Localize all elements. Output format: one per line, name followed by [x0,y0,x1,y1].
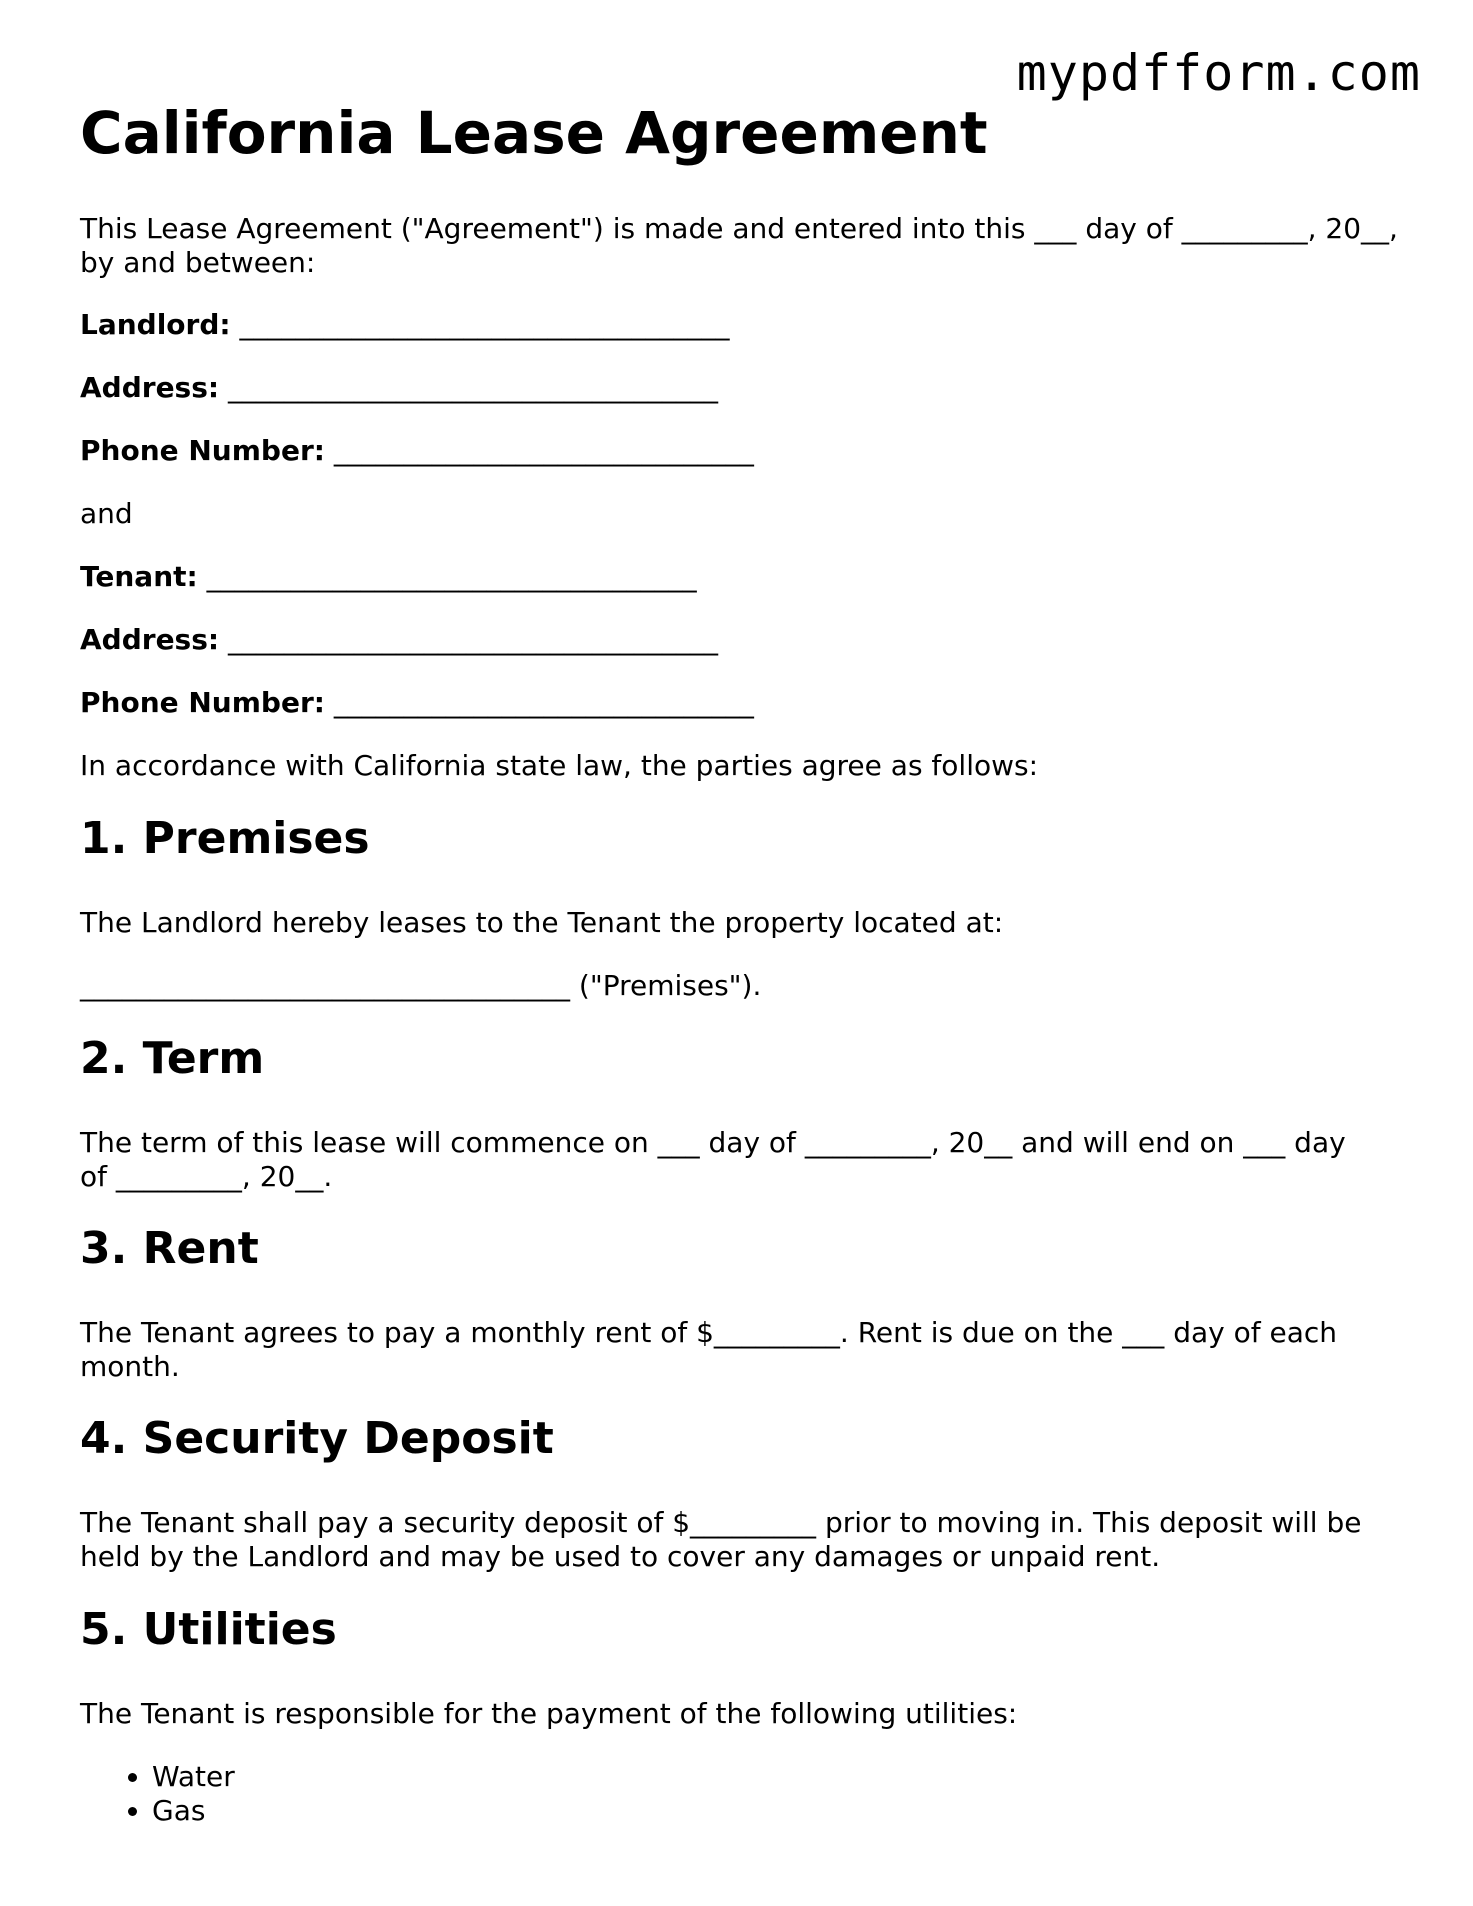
section-heading-term: 2. Term [80,1033,265,1084]
intro-paragraph: This Lease Agreement ("Agreement") is made and entered into this ___ day of _________, 20__, by and between: [80,212,1398,279]
and-text: and [80,497,133,530]
utilities-list [80,1760,235,1828]
tenant-address-label: Address: [80,623,220,656]
tenant-name-line [80,560,697,594]
utilities-list-item: • Water [152,1760,235,1794]
accordance-text: In accordance with California state law, the parties agree as follows: [80,749,1039,782]
landlord-name-label: Landlord: [80,308,231,341]
section-heading-security-deposit: 4. Security Deposit [80,1413,554,1464]
section-heading-premises: 1. Premises [80,813,370,864]
landlord-address-label: Address: [80,371,220,404]
premises-text: The Landlord hereby leases to the Tenant the property located at: [80,906,1004,939]
utilities-text: The Tenant is responsible for the payment of the following utilities: [80,1697,1018,1730]
tenant-address-blank[interactable]: ___________________________________ [228,623,718,656]
document-title: California Lease Agreement [80,99,988,167]
section-heading-utilities: 5. Utilities [80,1604,337,1655]
watermark: mypdfform.com [1016,44,1421,102]
tenant-phone-line [80,686,754,720]
tenant-name-label: Tenant: [80,560,198,593]
landlord-phone-blank[interactable]: ______________________________ [333,434,754,467]
landlord-phone-line [80,434,754,468]
landlord-phone-label: Phone Number: [80,434,325,467]
rent-text: The Tenant agrees to pay a monthly rent of $_________. Rent is due on the ___ day of each month. [80,1316,1338,1383]
tenant-phone-label: Phone Number: [80,686,325,719]
tenant-name-blank[interactable]: ___________________________________ [206,560,697,593]
section-heading-rent: 3. Rent [80,1223,259,1274]
landlord-address-blank[interactable]: ___________________________________ [228,371,718,404]
utilities-list-item: • Gas [152,1794,235,1828]
term-text: The term of this lease will commence on ___ day of _________, 20__ and will end on ___ day of _________, 20__. [80,1126,1346,1193]
security-deposit-text: The Tenant shall pay a security deposit of $_________ prior to moving in. This deposit will be held by the Landlord and may be used to cover any damages or unpaid rent. [80,1506,1362,1573]
tenant-phone-blank[interactable]: ______________________________ [333,686,754,719]
landlord-name-blank[interactable]: ___________________________________ [239,308,730,341]
landlord-name-line [80,308,730,342]
tenant-address-line [80,623,718,657]
landlord-address-line [80,371,718,405]
premises-blank-line[interactable]: ___________________________________ ("Premises"). [80,969,762,1002]
